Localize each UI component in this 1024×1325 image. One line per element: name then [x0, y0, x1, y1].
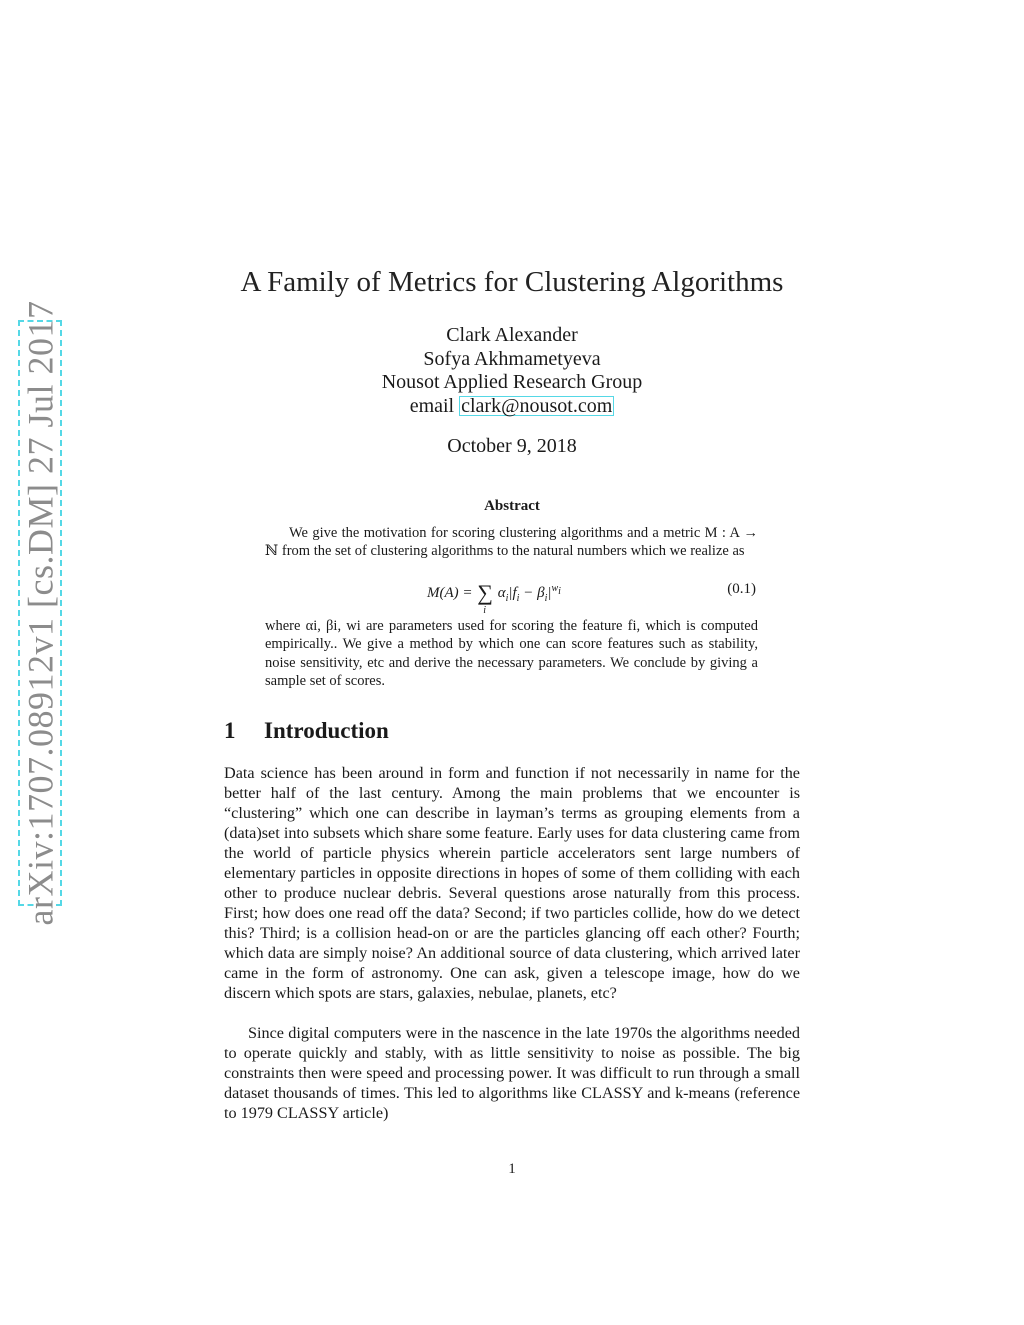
paper-title: A Family of Metrics for Clustering Algorithms [240, 266, 784, 298]
abstract-text-rest: M : A → ℕ from the set of clustering algorithms to the natural numbers which we realize as [265, 525, 758, 560]
equation-lhs: M(A) = [427, 585, 473, 601]
equation-0-1 [265, 578, 758, 614]
abstract-paragraph-2: where αi, βi, wi are parameters used for scoring the feature fi, which is computed empirically.. We give a method by which one can score features such as stability, noise sensitivity, etc and derive the necessary parameters. We conclude by giving a sample set of scores. [265, 618, 758, 689]
author-name: Sofya Akhmametyeva [423, 347, 601, 370]
summation-symbol: ∑ i [477, 580, 493, 616]
equation-number: (0.1) [727, 581, 756, 597]
section-title: Introduction [264, 718, 389, 743]
introduction-paragraph-2: Since digital computers were in the nascence in the late 1970s the algorithms needed to operate quickly and stably, with as little sensitivity to noise as possible. The big constraints then were speed and processing power. It was difficult to run through a small dataset thousands of times. This led to algorithms like CLASSY and k-means (reference to 1979 CLASSY article) [224, 1024, 800, 1122]
abstract-paragraph-1 [265, 524, 758, 561]
section-number: 1 [224, 718, 236, 743]
summation-index: i [483, 605, 487, 616]
equation-rhs: $\alpha_i|f_i - \beta_i|^{w_i}$ [497, 583, 561, 604]
abstract-text-line-1: We give the motivation for scoring clustering algorithms and a metric [289, 525, 701, 541]
arxiv-identifier-stamp[interactable] [18, 300, 62, 926]
introduction-paragraph-1: Data science has been around in form and function if not necessarily in name for the better half of the last century. Among the main problems that we encounter is “clustering” which one can describe in layman’s terms as grouping elements from a (data)set into subsets which share some feature. Early uses for data clustering came from the world of particle physics wherein particle accelerators sent large numbers of elementary particles in opposite directions in hopes of some of them colliding with each other to produce nuclear debris. Several questions arose naturally from this process. First; how does one read off the data? Second; if two particles collide, how do we detect this? Third; is a collision head-on or are the particles glancing off each other? Fourth; which data are simply noise? An additional source of data clustering, which arrived later came in the form of astronomy. One can ask, given a telescope image, how do we discern which spots are stars, galaxies, nebulae, planets, etc? [224, 764, 800, 1002]
equation-formula [427, 580, 561, 616]
arxiv-identifier-text: arXiv:1707.08912v1 [cs.DM] 27 Jul 2017 [20, 300, 61, 926]
email-prefix: email [409, 394, 455, 417]
author-name: Clark Alexander [446, 324, 578, 346]
author-email-line [200, 395, 824, 419]
author-block [200, 324, 824, 418]
page-number: 1 [508, 1161, 516, 1177]
paper-date: October 9, 2018 [447, 435, 577, 457]
author-affiliation: Nousot Applied Research Group [381, 371, 643, 393]
section-heading-introduction [224, 718, 389, 744]
abstract-heading: Abstract [484, 498, 540, 514]
email-link[interactable]: clark@nousot.com [461, 394, 613, 417]
